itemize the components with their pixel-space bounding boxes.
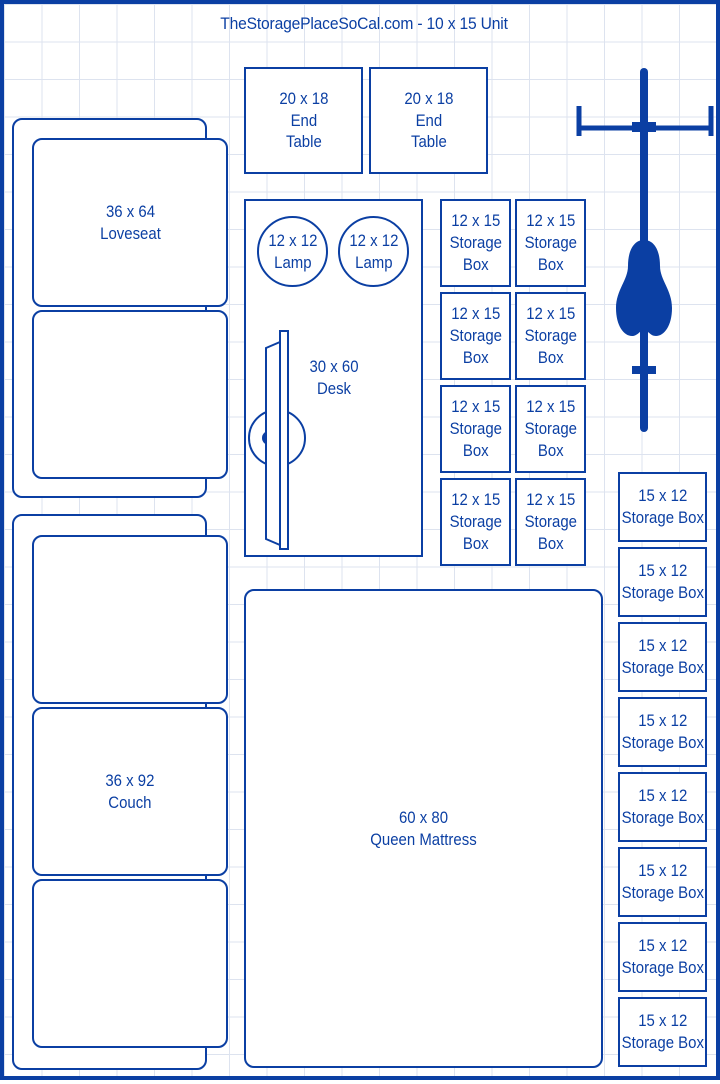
loveseat-cushion	[32, 310, 228, 479]
box-name: Storage Box	[621, 958, 704, 977]
storage-box	[440, 478, 511, 566]
box-name2: Box	[462, 347, 489, 367]
end-table-name2: Table	[285, 132, 322, 152]
storage-box	[618, 697, 707, 767]
couch-cushion	[32, 707, 228, 876]
box-name2: Box	[462, 440, 489, 460]
box-name: Storage Box	[621, 733, 704, 752]
box-name: Storage	[449, 512, 502, 532]
box-name: Storage Box	[621, 658, 704, 677]
box-name: Storage Box	[621, 883, 704, 902]
box-name: Storage Box	[621, 1033, 704, 1052]
lamp-name: Lamp	[354, 252, 393, 272]
storage-box	[515, 385, 586, 473]
couch-size: 36 x 92	[105, 770, 155, 790]
end-table-name2: Table	[410, 132, 447, 152]
storage-box	[618, 547, 707, 617]
lamp	[257, 216, 328, 287]
box-size: 12 x 15	[525, 304, 576, 324]
box-size: 15 x 12	[637, 861, 688, 881]
box-size: 15 x 12	[637, 561, 688, 581]
box-size: 12 x 15	[450, 490, 501, 510]
loveseat-size: 36 x 64	[105, 201, 155, 221]
storage-box	[515, 199, 586, 287]
storage-box	[440, 385, 511, 473]
box-name: Storage Box	[621, 508, 704, 527]
box-size: 12 x 15	[525, 490, 576, 510]
box-name: Storage Box	[621, 583, 704, 602]
couch-cushion	[32, 535, 228, 704]
desk-name: Desk	[316, 379, 352, 399]
box-size: 12 x 15	[525, 397, 576, 417]
box-name: Storage	[524, 326, 577, 346]
box-name2: Box	[537, 533, 564, 553]
box-size: 15 x 12	[637, 936, 688, 956]
couch-cushion	[32, 879, 228, 1048]
desk-label	[299, 356, 369, 400]
box-name: Storage	[449, 233, 502, 253]
mattress-name: Queen Mattress	[370, 829, 477, 849]
end-table-name: End	[415, 110, 442, 130]
box-size: 15 x 12	[637, 711, 688, 731]
storage-box	[515, 292, 586, 380]
box-name: Storage	[524, 233, 577, 253]
storage-box	[618, 622, 707, 692]
end-table-size: 20 x 18	[278, 88, 329, 108]
box-name2: Box	[462, 254, 489, 274]
box-size: 15 x 12	[637, 636, 688, 656]
storage-box	[618, 922, 707, 992]
loveseat-name: Loveseat	[99, 223, 161, 243]
storage-box	[618, 847, 707, 917]
storage-box	[618, 772, 707, 842]
storage-box	[515, 478, 586, 566]
couch-name: Couch	[108, 792, 152, 812]
box-name: Storage	[449, 419, 502, 439]
box-size: 12 x 15	[525, 211, 576, 231]
end-table-size: 20 x 18	[403, 88, 454, 108]
plan-title: TheStoragePlaceSoCal.com - 10 x 15 Unit	[220, 14, 508, 33]
box-name: Storage	[449, 326, 502, 346]
box-name2: Box	[462, 533, 489, 553]
queen-mattress	[244, 589, 603, 1068]
storage-box	[440, 199, 511, 287]
box-name: Storage Box	[621, 808, 704, 827]
lamp-name: Lamp	[273, 252, 312, 272]
box-size: 12 x 15	[450, 211, 501, 231]
lamp	[338, 216, 409, 287]
end-table-name: End	[290, 110, 317, 130]
box-name2: Box	[537, 254, 564, 274]
box-size: 12 x 15	[450, 304, 501, 324]
box-name2: Box	[537, 440, 564, 460]
end-table	[369, 67, 488, 174]
lamp-size: 12 x 12	[348, 230, 399, 250]
storage-box	[440, 292, 511, 380]
box-size: 15 x 12	[637, 786, 688, 806]
box-name2: Box	[537, 347, 564, 367]
mattress-size: 60 x 80	[398, 807, 449, 827]
box-size: 12 x 15	[450, 397, 501, 417]
loveseat-cushion	[32, 138, 228, 307]
box-name: Storage	[524, 419, 577, 439]
box-size: 15 x 12	[637, 486, 688, 506]
box-size: 15 x 12	[637, 1011, 688, 1031]
end-table	[244, 67, 363, 174]
box-name: Storage	[524, 512, 577, 532]
storage-box	[618, 997, 707, 1067]
lamp-size: 12 x 12	[267, 230, 318, 250]
desk-size: 30 x 60	[309, 357, 359, 376]
storage-box	[618, 472, 707, 542]
